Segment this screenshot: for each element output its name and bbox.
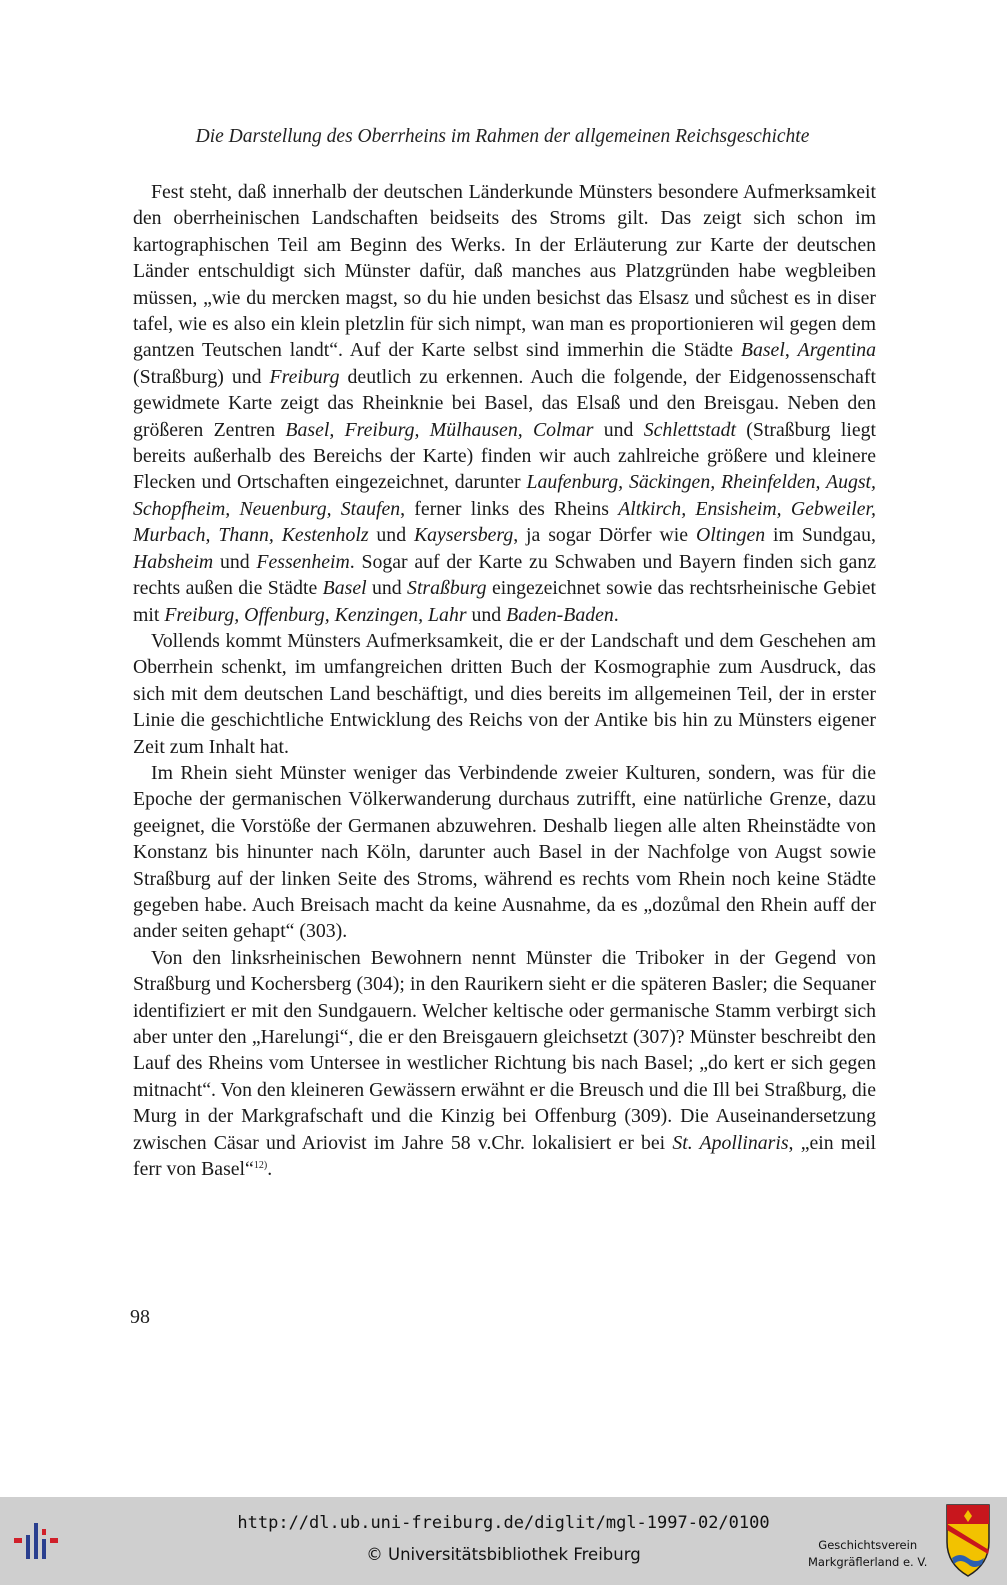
permalink-url[interactable]: http://dl.ub.uni-freiburg.de/diglit/mgl-1997-02/0100	[237, 1513, 770, 1533]
society-line-2: Markgräflerland e. V.	[808, 1555, 928, 1569]
running-header: Die Darstellung des Oberrheins im Rahmen der allgemeinen Reichsgeschichte	[195, 126, 810, 147]
paragraph-2: Vollends kommt Münsters Aufmerksamkeit, die er der Landschaft und dem Geschehen am Oberrhein schenkt, im umfangreichen dritten Buch der Kosmographie zum Ausdruck, das sich mit dem deutschen Land beschäftigt, und dies bereits im allgemeinen Teil, der in erster Linie die geschichtliche Entwicklung des Reichs von der Antike bis hin zu Münsters eigener Zeit zum Inhalt hat.	[133, 629, 876, 758]
footnote-reference[interactable]: 12)	[253, 1160, 268, 1172]
page-number: 98	[130, 1306, 150, 1328]
paragraph-3: Im Rhein sieht Münster weniger das Verbindende zweier Kulturen, sondern, was für die Epoche der germanischen Völkerwanderung durchaus zutrifft, eine natürliche Grenze, dazu geeignet, die Vorstöße der Germanen abzuwehren. Deshalb liegen alle alten Rheinstädte von Konstanz bis hinunter nach Köln, darunter auch Basel in der Nachfolge von Augst sowie Straßburg auf der linken Seite des Stroms, während es rechts vom Rhein noch keine Städte gegeben habe. Auch Breisach macht da keine Ausnahme, da es „dozůmal den Rhein auff der ander seiten gehapt“ (303).	[133, 761, 876, 943]
society-name	[808, 1537, 927, 1571]
article-body	[133, 179, 876, 1182]
society-line-1: Geschichtsverein	[818, 1538, 918, 1552]
paragraph-1: Fest steht, daß innerhalb der deutschen Länderkunde Münsters besondere Aufmerksamkeit den oberrheinischen Landschaften beidseits des Stroms gilt. Das zeigt sich schon im kartographischen Teil am Beginn des Werks. In der Erläuterung zur Karte der deutschen Länder entschuldigt sich Münster dafür, daß manches aus Platzgründen habe wegbleiben müssen, „wie du mercken magst, so du hie unden besichst das Elsasz und sůchest es in diser tafel, wie es also ein klein pletzlin für sich nimpt, wan man es proportionieren wil gegen dem gantzen Teutschen landt“. Auf der Karte selbst sind immerhin die Städte Basel, Argentina (Straßburg) und Freiburg deutlich zu erkennen. Auch die folgende, der Eidgenossenschaft gewidmete Karte zeigt das Rheinknie bei Basel, das Elsaß und den Breisgau. Neben den größeren Zentren Basel, Freiburg, Mülhausen, Colmar und Schlettstadt (Straßburg liegt bereits außerhalb des Bereichs der Karte) finden wir auch zahlreiche größere und kleinere Flecken und Ortschaften eingezeichnet, darunter Laufenburg, Säckingen, Rheinfelden, Augst, Schopfheim, Neuenburg, Staufen, ferner links des Rheins Altkirch, Ensisheim, Gebweiler, Murbach, Thann, Kestenholz und Kaysersberg, ja sogar Dörfer wie Oltingen im Sundgau, Habsheim und Fessenheim. Sogar auf der Karte zu Schwaben und Bayern finden sich ganz rechts außen die Städte Basel und Straßburg eingezeichnet sowie das rechtsrheinische Gebiet mit Freiburg, Offenburg, Kenzingen, Lahr und Baden-Baden.	[133, 181, 877, 626]
paragraph-4: Von den linksrheinischen Bewohnern nennt Münster die Triboker in der Gegend von Straßburg und Kochersberg (304); in den Raurikern sieht er die späteren Basler; die Sequaner identifiziert er mit den Sundgauern. Welcher keltische oder germanische Stamm verbirgt sich aber unter den „Harelungi“, die er den Breisgauern gleichsetzt (307)? Münster beschreibt den Lauf des Rheins vom Untersee in westlicher Richtung bis nach Basel; „do kert er sich gegen mitnacht“. Von den kleineren Gewässern erwähnt er die Breusch und die Ill bei Straßburg, die Murg in der Markgrafschaft und die Kinzig bei Offenburg (309). Die Auseinandersetzung zwischen Cäsar und Ariovist im Jahre 58 v.Chr. lokalisiert er bei St. Apollinaris, „ein meil ferr von Basel“$^{12)}$.	[133, 946, 876, 1181]
coat-of-arms-icon[interactable]	[944, 1502, 992, 1580]
footer-bar	[0, 1497, 1007, 1585]
copyright-notice: © Universitätsbibliothek Freiburg	[366, 1545, 641, 1564]
